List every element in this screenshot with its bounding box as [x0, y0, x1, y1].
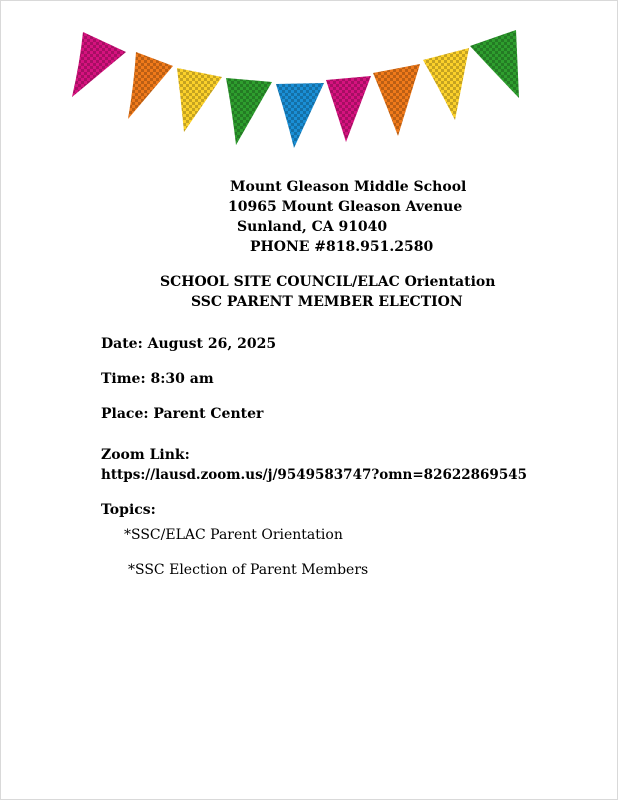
zoom-link[interactable]: https://lausd.zoom.us/j/9549583747?omn=82622869545: [101, 467, 528, 483]
event-subtitle: SSC PARENT MEMBER ELECTION: [191, 294, 463, 310]
pennant-flag: [326, 76, 371, 142]
zoom-label: Zoom Link:: [101, 447, 190, 463]
pennant-flag: [72, 32, 126, 97]
event-title: SCHOOL SITE COUNCIL/ELAC Orientation: [160, 274, 496, 290]
pennant-flag: [373, 64, 420, 136]
school-address: 10965 Mount Gleason Avenue: [228, 199, 463, 215]
pennant-flag: [470, 30, 519, 98]
event-place: Place: Parent Center: [101, 406, 264, 422]
topic-item-orientation: *SSC/ELAC Parent Orientation: [124, 527, 343, 543]
pennant-flag: [276, 83, 324, 148]
pennant-bunting: [0, 0, 618, 160]
school-phone: PHONE #818.951.2580: [250, 239, 434, 255]
event-time: Time: 8:30 am: [101, 371, 214, 387]
pennant-flag: [177, 68, 222, 132]
school-city: Sunland, CA 91040: [237, 219, 388, 235]
pennant-flag: [423, 48, 469, 120]
school-name: Mount Gleason Middle School: [230, 179, 467, 195]
pennant-flag: [128, 52, 173, 119]
topic-item-election: *SSC Election of Parent Members: [128, 562, 369, 578]
topics-heading: Topics:: [101, 502, 156, 518]
pennant-flag: [226, 78, 272, 145]
event-date: Date: August 26, 2025: [101, 336, 277, 352]
